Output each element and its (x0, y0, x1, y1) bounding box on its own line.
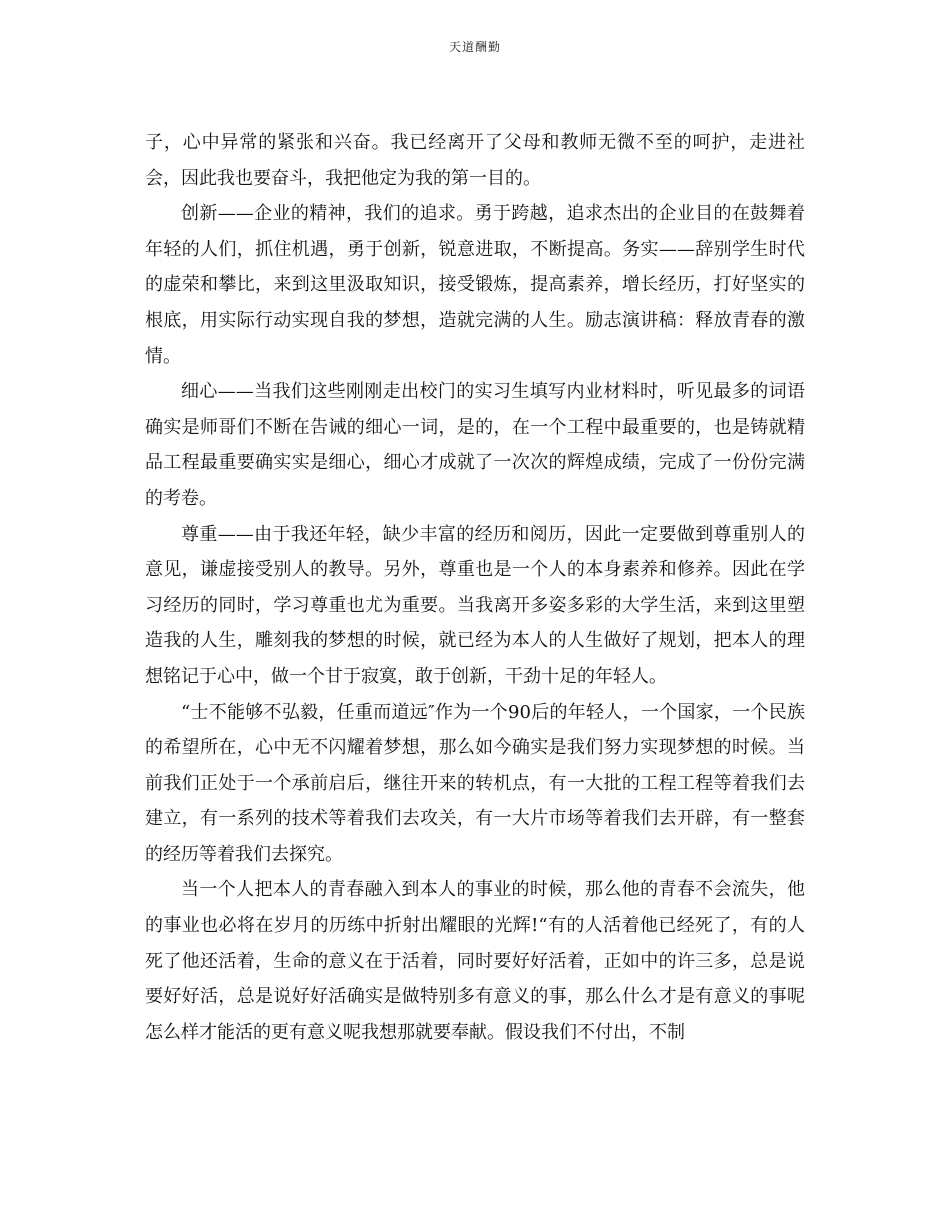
paragraph-continuation: 子，心中异常的紧张和兴奋。我已经离开了父母和教师无微不至的呵护，走进社会，因此我也要奋斗，我把他定为我的第一目的。 (145, 132, 805, 189)
paragraph-ambition: “士不能够不弘毅，任重而道远″作为一个90后的年轻人，一个国家，一个民族的希望所在，心中无不闪耀着梦想，那么如今确实是我们努力实现梦想的时候。当前我们正处于一个承前启后，继往开来的转机点，有一大批的工程工程等着我们去建立，有一系列的技术等着我们去攻关，有一大片市场等着我们去开辟，有一整套的经历等着我们去探究。 (145, 701, 805, 865)
paragraph-innovation: 创新——企业的精神，我们的追求。勇于跨越，追求杰出的企业目的在鼓舞着年轻的人们，抓住机遇，勇于创新，锐意进取，不断提高。务实——辞别学生时代的虚荣和攀比，来到这里汲取知识，接受锻炼，提高素养，增长经历，打好坚实的根底，用实际行动实现自我的梦想，造就完满的人生。励志演讲稿：释放青春的激情。 (145, 203, 805, 367)
document-body (145, 125, 805, 1050)
paragraph-youth-career: 当一个人把本人的青春融入到本人的事业的时候，那么他的青春不会流失，他的事业也必将在岁月的历练中折射出耀眼的光辉!“有的人活着他已经死了，有的人死了他还活着，生命的意义在于活着，同时要好好活着，正如中的许三多，总是说要好好活，总是说好好活确实是做特别多有意义的事，那么什么才是有意义的事呢怎么样才能活的更有意义呢我想那就要奉献。假设我们不付出，不制 (145, 879, 805, 1043)
paragraph-respect: 尊重——由于我还年轻，缺少丰富的经历和阅历，因此一定要做到尊重别人的意见，谦虚接受别人的教导。另外，尊重也是一个人的本身素养和修养。因此在学习经历的同时，学习尊重也尤为重要。当我离开多姿多彩的大学生活，来到这里塑造我的人生，雕刻我的梦想的时候，就已经为本人的人生做好了规划，把本人的理想铭记于心中，做一个甘于寂寞，敢于创新，干劲十足的年轻人。 (145, 523, 805, 687)
paragraph-carefulness: 细心——当我们这些刚刚走出校门的实习生填写内业材料时，听见最多的词语确实是师哥们不断在告诫的细心一词，是的，在一个工程中最重要的，也是铸就精品工程最重要确实实是细心，细心才成就了一次次的辉煌成绩，完成了一份份完满的考卷。 (145, 381, 805, 509)
page-header: 天道酬勤 (448, 40, 501, 54)
